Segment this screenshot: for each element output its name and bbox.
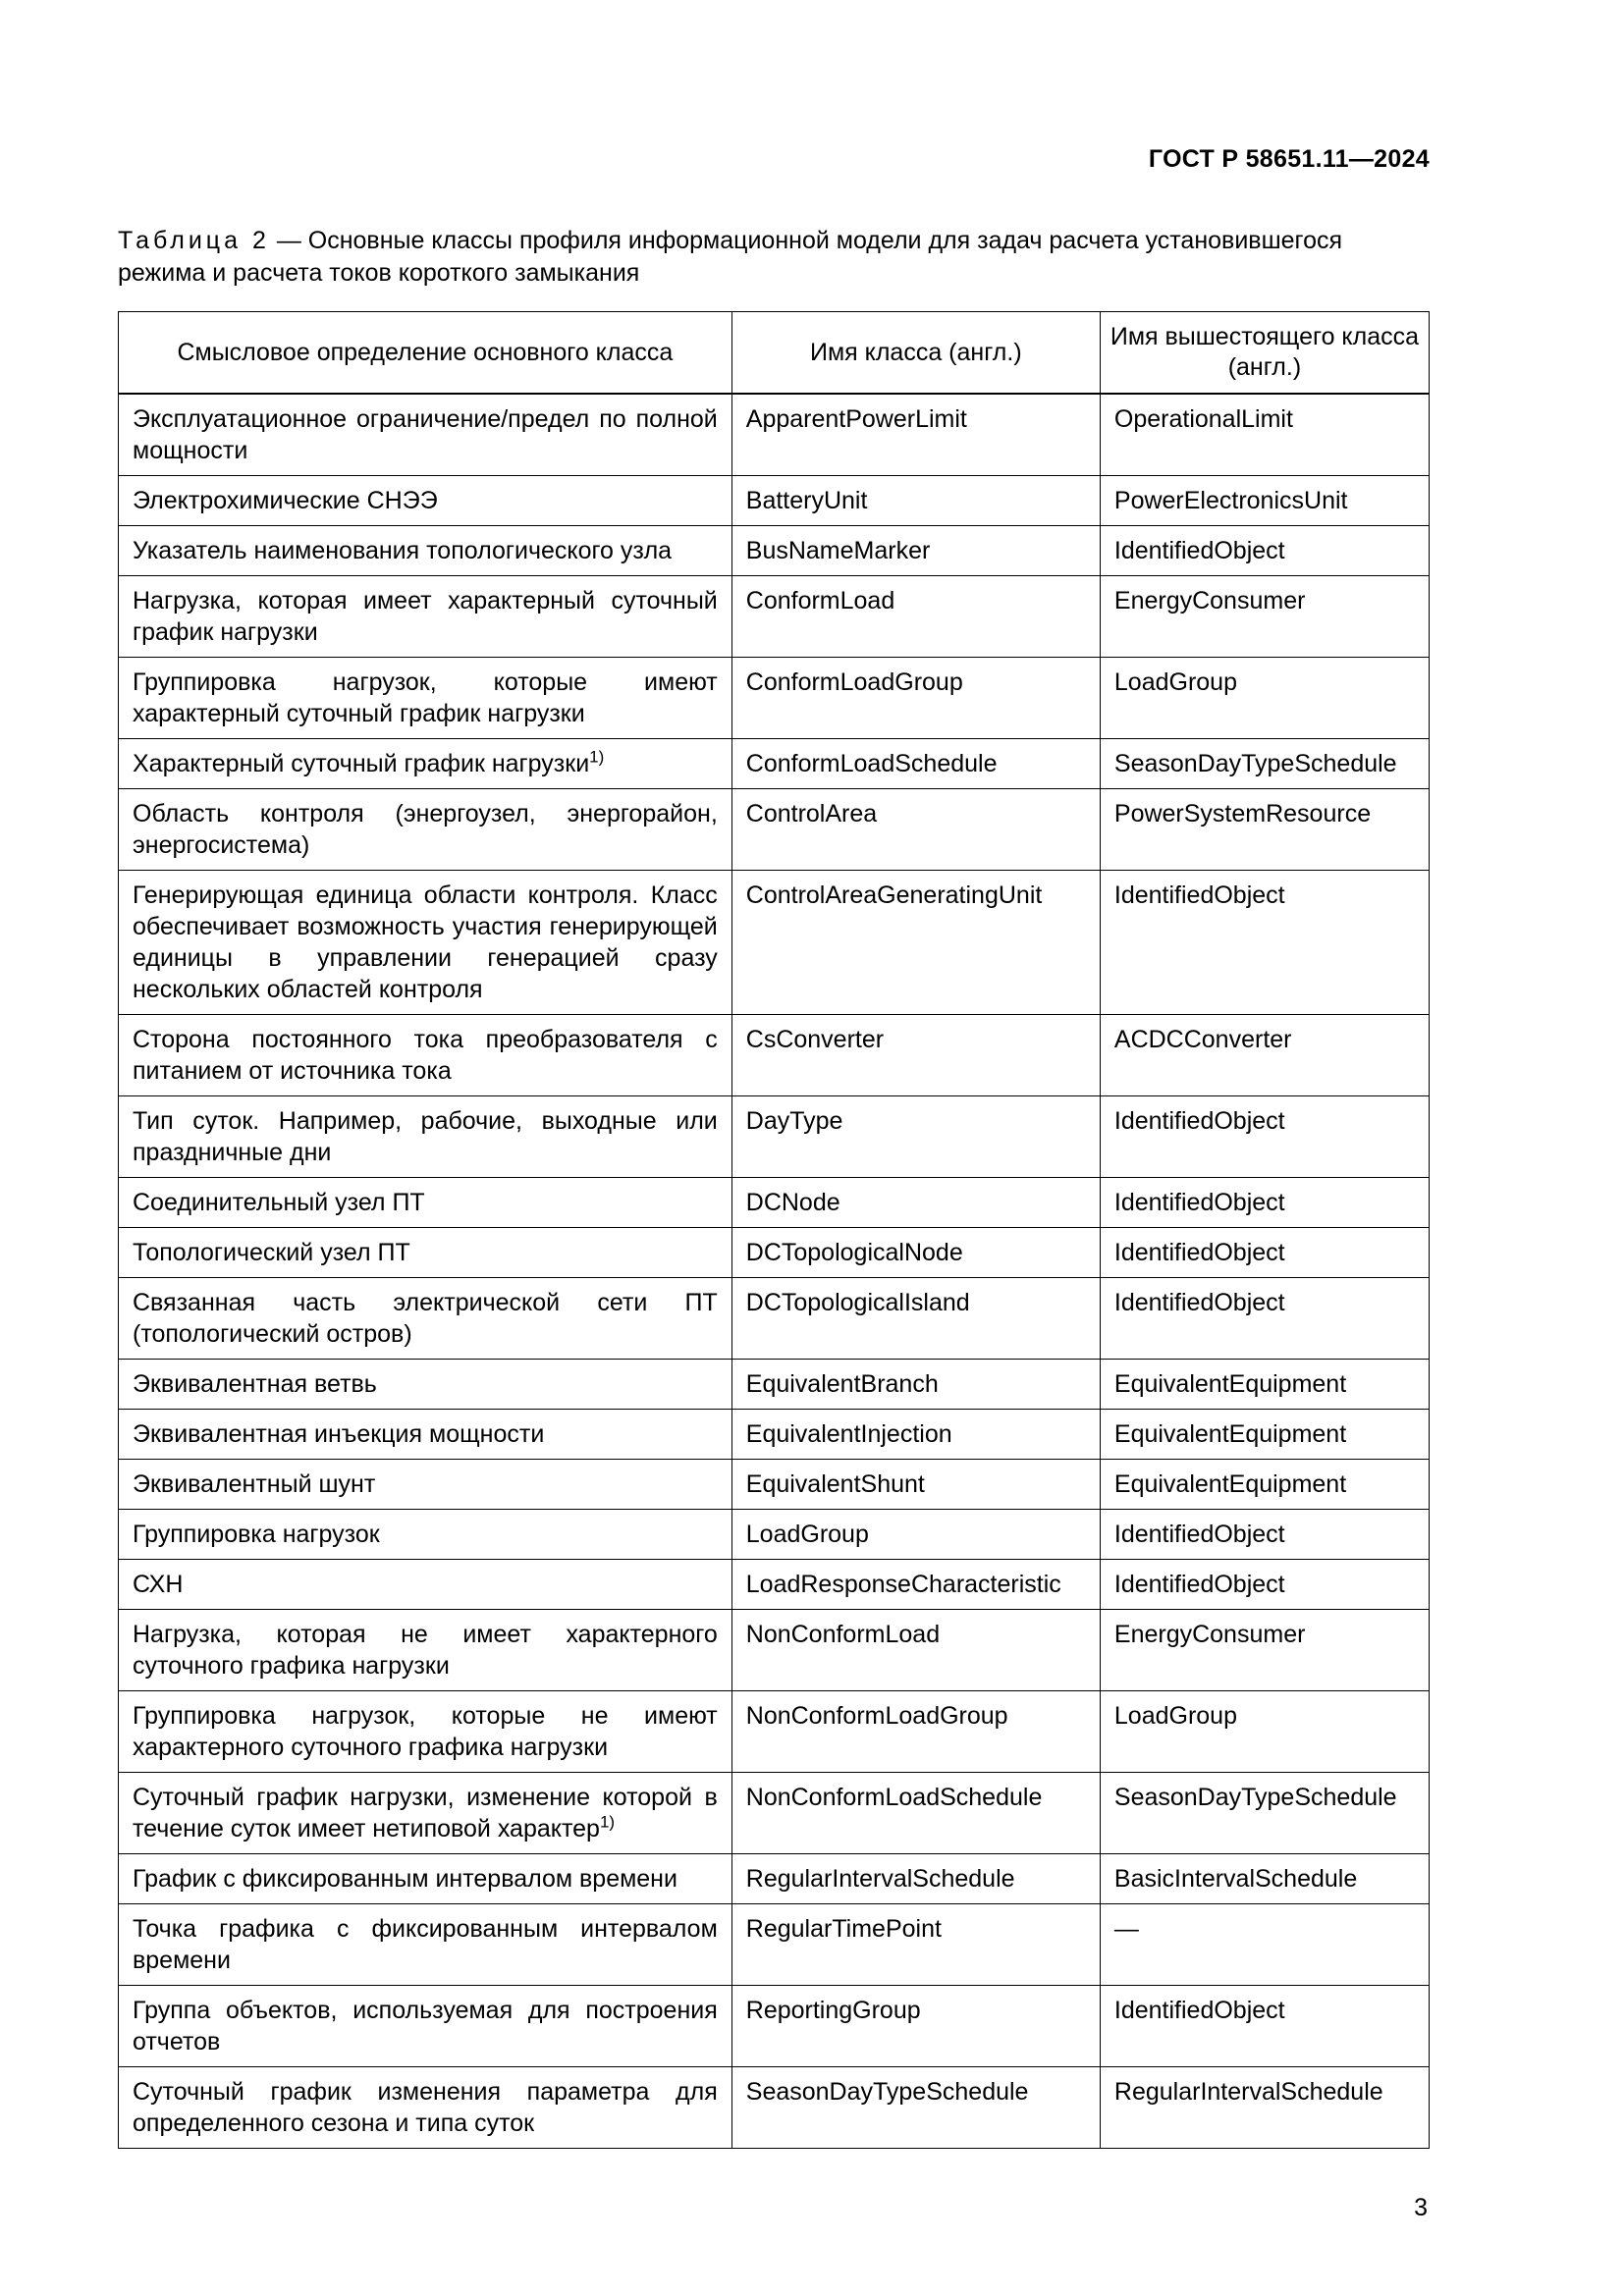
cell-parent-class-name: OperationalLimit: [1100, 394, 1429, 476]
cell-class-definition: Указатель наименования топологического узла: [119, 526, 732, 576]
table-row: [119, 1510, 1430, 1560]
cell-class-definition: Соединительный узел ПТ: [119, 1178, 732, 1228]
table-row: [119, 1410, 1430, 1460]
table-row: [119, 476, 1430, 526]
cell-class-name: RegularIntervalSchedule: [731, 1854, 1100, 1904]
table-row: [119, 1015, 1430, 1096]
table-row: [119, 576, 1430, 658]
cell-parent-class-name: EquivalentEquipment: [1100, 1360, 1429, 1410]
cell-class-definition: Генерирующая единица области контроля. Класс обеспечивает возможность участия генерирующей единицы в управлении генерацией сразу нескольких областей контроля: [119, 871, 732, 1015]
cell-parent-class-name: IdentifiedObject: [1100, 1228, 1429, 1278]
cell-class-name: ConformLoadGroup: [731, 658, 1100, 739]
table-row: [119, 394, 1430, 476]
cell-parent-class-name: IdentifiedObject: [1100, 871, 1429, 1015]
cell-class-name: LoadResponseCharacteristic: [731, 1560, 1100, 1610]
cell-class-name: SeasonDayTypeSchedule: [731, 2067, 1100, 2149]
table-header-row: [119, 312, 1430, 395]
cell-class-definition: Эквивалентный шунт: [119, 1460, 732, 1510]
cell-class-definition: Область контроля (энергоузел, энергорайон, энергосистема): [119, 789, 732, 871]
cell-class-definition: Нагрузка, которая имеет характерный суточный график нагрузки: [119, 576, 732, 658]
cell-class-name: ControlAreaGeneratingUnit: [731, 871, 1100, 1015]
cell-parent-class-name: IdentifiedObject: [1100, 1096, 1429, 1178]
table-caption-text: — Основные классы профиля информационной модели для задач расчета установившегося режима и расчета токов короткого замыкания: [118, 227, 1343, 287]
cell-class-name: CsConverter: [731, 1015, 1100, 1096]
cell-class-definition: Эквивалентная ветвь: [119, 1360, 732, 1410]
cell-class-name: BatteryUnit: [731, 476, 1100, 526]
cell-parent-class-name: EnergyConsumer: [1100, 1610, 1429, 1691]
table-row: [119, 1096, 1430, 1178]
cell-class-name: EquivalentInjection: [731, 1410, 1100, 1460]
table-row: [119, 1986, 1430, 2067]
table-row: [119, 1854, 1430, 1904]
cell-parent-class-name: IdentifiedObject: [1100, 1510, 1429, 1560]
cell-class-name: ConformLoad: [731, 576, 1100, 658]
footnote-marker: 1): [589, 747, 605, 767]
table-row: [119, 1460, 1430, 1510]
cell-class-definition: Нагрузка, которая не имеет характерного суточного графика нагрузки: [119, 1610, 732, 1691]
table-row: [119, 1228, 1430, 1278]
table-row: [119, 658, 1430, 739]
column-header-class-name: Имя класса (англ.): [731, 312, 1100, 395]
cell-class-name: EquivalentShunt: [731, 1460, 1100, 1510]
cell-class-definition: Топологический узел ПТ: [119, 1228, 732, 1278]
cell-parent-class-name: ACDCConverter: [1100, 1015, 1429, 1096]
table-row: [119, 1610, 1430, 1691]
cell-parent-class-name: RegularIntervalSchedule: [1100, 2067, 1429, 2149]
table-caption: [118, 225, 1430, 290]
cell-class-definition: Сторона постоянного тока преобразователя с питанием от источника тока: [119, 1015, 732, 1096]
cell-parent-class-name: IdentifiedObject: [1100, 1986, 1429, 2067]
cell-class-definition: Эквивалентная инъекция мощности: [119, 1410, 732, 1460]
cell-class-name: DCTopologicalNode: [731, 1228, 1100, 1278]
cell-class-name: ControlArea: [731, 789, 1100, 871]
table-row: [119, 1904, 1430, 1986]
table-row: [119, 1560, 1430, 1610]
cell-parent-class-name: LoadGroup: [1100, 658, 1429, 739]
cell-parent-class-name: IdentifiedObject: [1100, 1560, 1429, 1610]
cell-class-name: RegularTimePoint: [731, 1904, 1100, 1986]
cell-class-name: NonConformLoadSchedule: [731, 1773, 1100, 1854]
cell-parent-class-name: SeasonDayTypeSchedule: [1100, 1773, 1429, 1854]
table-row: [119, 526, 1430, 576]
cell-parent-class-name: EnergyConsumer: [1100, 576, 1429, 658]
table-caption-label: Таблица 2: [118, 227, 270, 254]
document-page: [118, 0, 1430, 2222]
cell-parent-class-name: BasicIntervalSchedule: [1100, 1854, 1429, 1904]
table-row: [119, 1278, 1430, 1360]
cell-parent-class-name: IdentifiedObject: [1100, 1278, 1429, 1360]
cell-class-name: DayType: [731, 1096, 1100, 1178]
cell-class-definition: Суточный график изменения параметра для определенного сезона и типа суток: [119, 2067, 732, 2149]
cell-class-definition: Группировка нагрузок, которые имеют характерный суточный график нагрузки: [119, 658, 732, 739]
cell-class-name: EquivalentBranch: [731, 1360, 1100, 1410]
cell-class-name: NonConformLoad: [731, 1610, 1100, 1691]
table-row: [119, 871, 1430, 1015]
document-standard-number: ГОСТ Р 58651.11—2024: [1148, 145, 1430, 173]
cell-parent-class-name: IdentifiedObject: [1100, 526, 1429, 576]
table-row: [119, 1773, 1430, 1854]
table-row: [119, 789, 1430, 871]
cell-class-definition: Точка графика с фиксированным интервалом времени: [119, 1904, 732, 1986]
cell-parent-class-name: IdentifiedObject: [1100, 1178, 1429, 1228]
cell-class-name: ApparentPowerLimit: [731, 394, 1100, 476]
cell-class-definition: Суточный график нагрузки, изменение которой в течение суток имеет нетиповой характер$^{1)}$: [119, 1773, 732, 1854]
footnote-marker: 1): [599, 1812, 616, 1832]
cell-class-definition: Характерный суточный график нагрузки$^{1)}$: [119, 739, 732, 789]
table-row: [119, 739, 1430, 789]
table-row: [119, 1360, 1430, 1410]
table-body: [119, 394, 1430, 2149]
cell-class-definition: График с фиксированным интервалом времени: [119, 1854, 732, 1904]
cell-class-definition: Связанная часть электрической сети ПТ (топологический остров): [119, 1278, 732, 1360]
cell-parent-class-name: EquivalentEquipment: [1100, 1460, 1429, 1510]
column-header-definition: Смысловое определение основного класса: [119, 312, 732, 395]
cell-parent-class-name: SeasonDayTypeSchedule: [1100, 739, 1429, 789]
cell-class-name: LoadGroup: [731, 1510, 1100, 1560]
cell-parent-class-name: LoadGroup: [1100, 1691, 1429, 1773]
cell-class-name: ReportingGroup: [731, 1986, 1100, 2067]
cell-parent-class-name: PowerElectronicsUnit: [1100, 476, 1429, 526]
cell-class-definition: Группа объектов, используемая для построения отчетов: [119, 1986, 732, 2067]
model-classes-table: [118, 311, 1430, 2149]
page-number: 3: [1414, 2194, 1428, 2221]
cell-class-name: ConformLoadSchedule: [731, 739, 1100, 789]
cell-class-definition: Тип суток. Например, рабочие, выходные или праздничные дни: [119, 1096, 732, 1178]
table-row: [119, 2067, 1430, 2149]
cell-parent-class-name: PowerSystemResource: [1100, 789, 1429, 871]
table-row: [119, 1691, 1430, 1773]
cell-parent-class-name: —: [1100, 1904, 1429, 1986]
cell-class-definition: СХН: [119, 1560, 732, 1610]
cell-class-definition: Группировка нагрузок: [119, 1510, 732, 1560]
cell-class-definition: Эксплуатационное ограничение/предел по полной мощности: [119, 394, 732, 476]
cell-class-name: BusNameMarker: [731, 526, 1100, 576]
cell-class-definition: Группировка нагрузок, которые не имеют характерного суточного графика нагрузки: [119, 1691, 732, 1773]
cell-class-name: NonConformLoadGroup: [731, 1691, 1100, 1773]
cell-parent-class-name: EquivalentEquipment: [1100, 1410, 1429, 1460]
cell-class-name: DCNode: [731, 1178, 1100, 1228]
table-row: [119, 1178, 1430, 1228]
cell-class-definition: Электрохимические СНЭЭ: [119, 476, 732, 526]
cell-class-name: DCTopologicalIsland: [731, 1278, 1100, 1360]
column-header-parent-class: Имя вышестоящего класса (англ.): [1100, 312, 1429, 395]
